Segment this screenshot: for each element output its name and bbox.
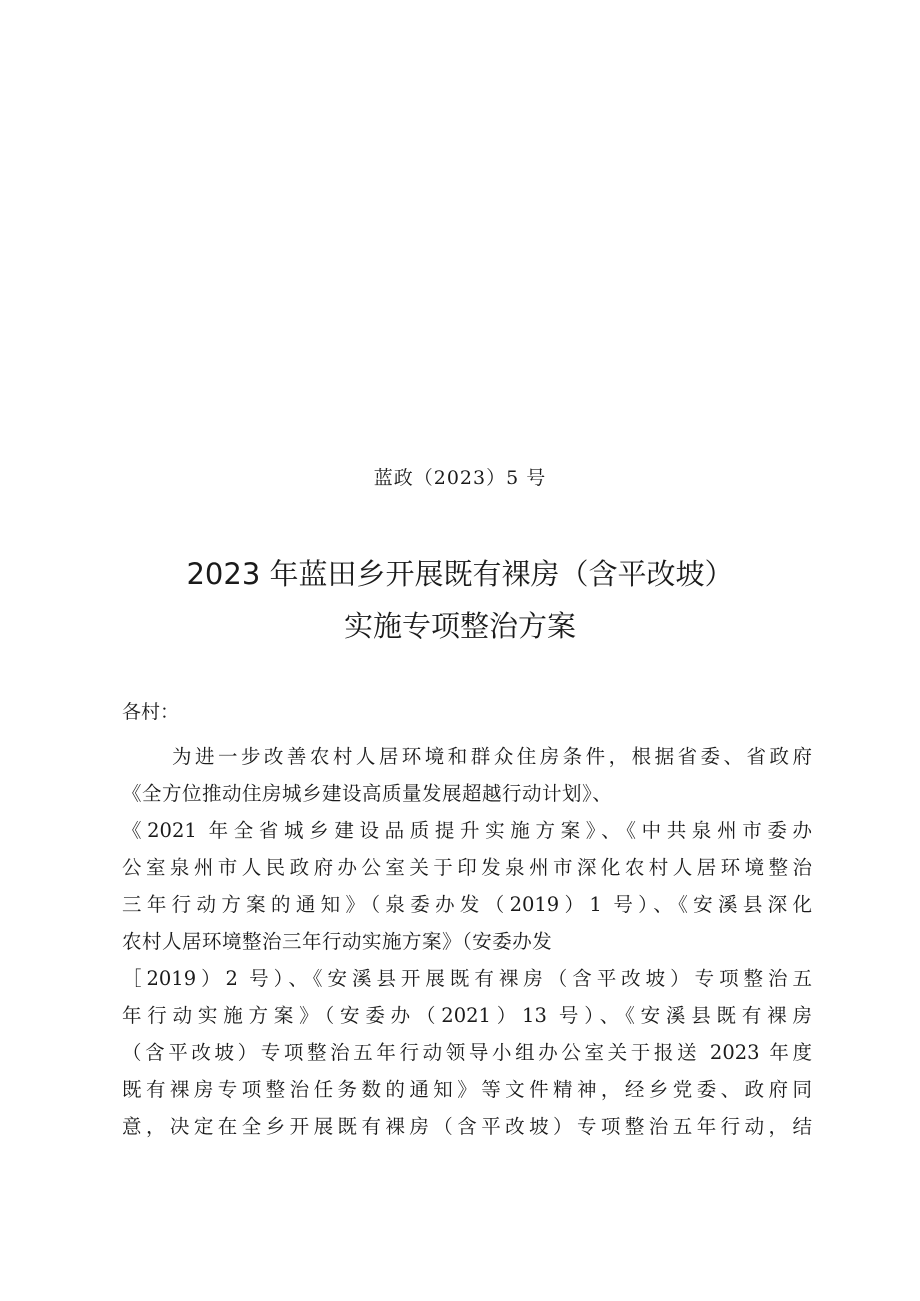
body-line: 年行动实施方案》（安委办（2021）13 号）、《安溪县既有裸房	[122, 1004, 812, 1027]
body-line: 农村人居环境整治三年行动实施方案》（安委办发	[122, 930, 553, 953]
body-line: 为进一步改善农村人居环境和群众住房条件，根据省委、省政府	[172, 745, 812, 768]
body-line: ［2019）2 号）、《安溪县开展既有裸房（含平改坡）专项整治五	[122, 967, 812, 990]
document-number: 蓝政（2023）5 号	[373, 467, 547, 489]
title-line-2: 实施专项整治方案	[343, 609, 576, 643]
body-paragraph	[122, 738, 812, 1145]
body-line: 意，决定在全乡开展既有裸房（含平改坡）专项整治五年行动，结	[122, 1115, 812, 1138]
body-line: 《全方位推动住房城乡建设高质量发展超越行动计划》、	[122, 782, 613, 805]
title-line-1: 2023 年蓝田乡开展既有裸房（含平改坡）	[186, 557, 734, 591]
body-line: 三年行动方案的通知》（泉委办发（2019）1 号）、《安溪县深化	[122, 893, 812, 916]
salutation: 各村：	[122, 701, 180, 723]
document-title	[0, 548, 920, 652]
body-line: 《2021 年全省城乡建设品质提升实施方案》、《中共泉州市委办	[122, 819, 812, 842]
body-line: 既有裸房专项整治任务数的通知》等文件精神，经乡党委、政府同	[122, 1078, 812, 1101]
body-line: （含平改坡）专项整治五年行动领导小组办公室关于报送 2023 年度	[122, 1041, 812, 1064]
body-line: 公室泉州市人民政府办公室关于印发泉州市深化农村人居环境整治	[122, 856, 812, 879]
